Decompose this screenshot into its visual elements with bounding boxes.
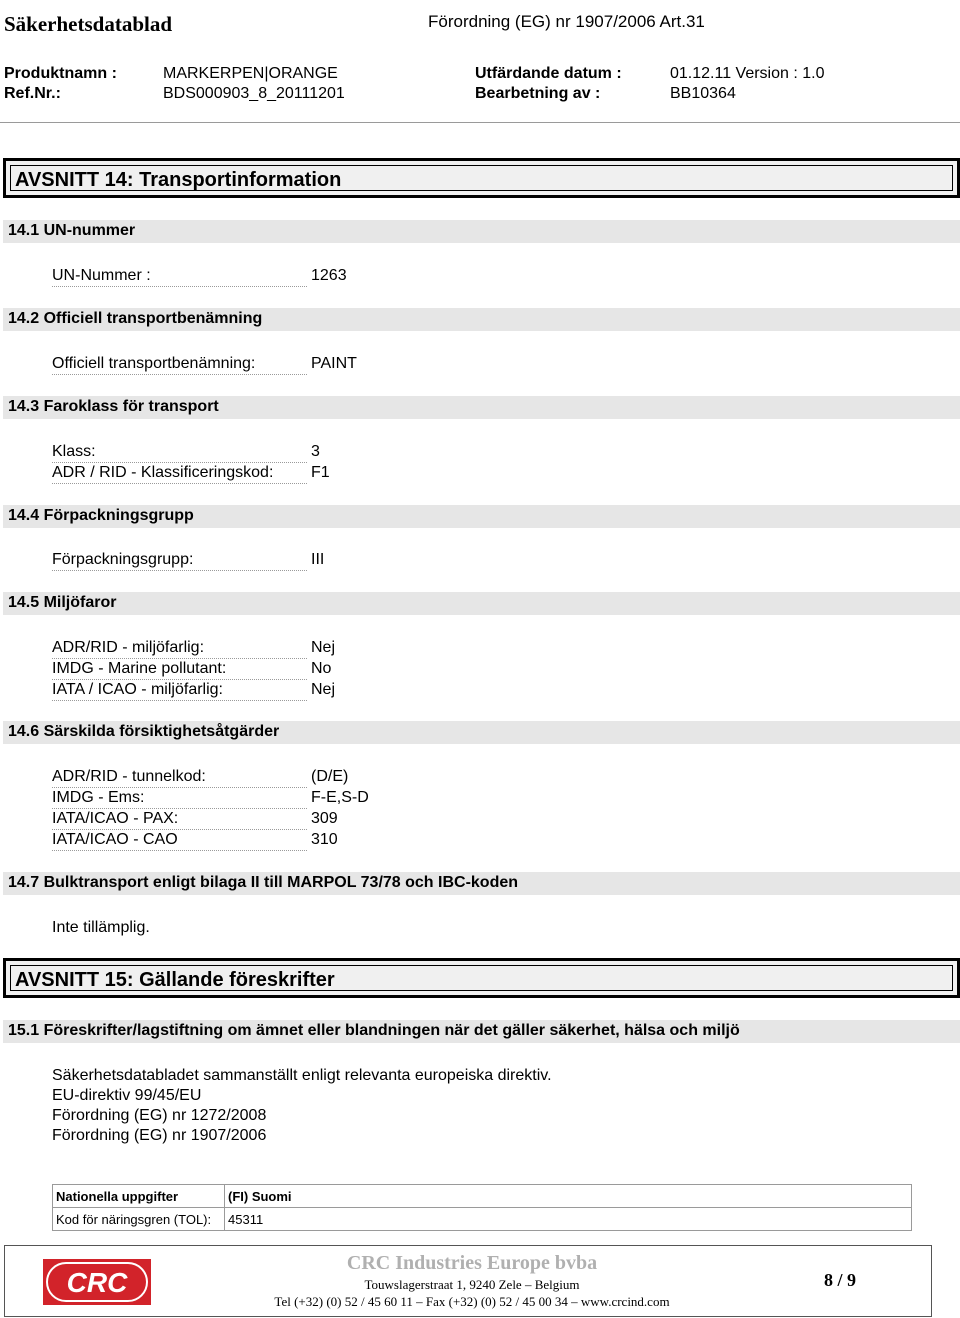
regulation-line: Säkerhetsdatabladet sammanställt enligt relevanta europeiska direktiv.	[52, 1067, 552, 1084]
regulation-line: Förordning (EG) nr 1907/2006	[52, 1127, 267, 1144]
adr-environmental-label: ADR/RID - miljöfarlig:	[52, 638, 307, 659]
crc-logo-graphic	[43, 1259, 151, 1305]
iata-environmental-label: IATA / ICAO - miljöfarlig:	[52, 680, 307, 701]
company-contact: Tel (+32) (0) 52 / 45 60 11 – Fax (+32) (0) 52 / 45 00 34 – www.crcind.com	[274, 1294, 670, 1309]
adr-environmental-value: Nej	[311, 639, 336, 656]
un-number-value: 1263	[311, 267, 347, 284]
company-name: CRC Industries Europe bvba	[346, 1252, 598, 1274]
header-divider	[0, 122, 960, 123]
company-address: Touwslagerstraat 1, 9240 Zele – Belgium	[364, 1277, 580, 1292]
footer	[4, 1245, 932, 1317]
iata-environmental-value: Nej	[311, 681, 336, 698]
tunnel-code-label: ADR/RID - tunnelkod:	[52, 767, 307, 788]
packing-group-label: Förpackningsgrupp:	[52, 550, 307, 571]
section-14-title: AVSNITT 14: Transportinformation	[15, 169, 342, 191]
shipping-name-label: Officiell transportbenämning:	[52, 354, 307, 375]
shipping-name-value: PAINT	[311, 355, 357, 372]
section-14-inner	[10, 165, 953, 191]
subsection-14-5-title: 14.5 Miljöfaror	[8, 594, 117, 611]
iata-cao-label: IATA/ICAO - CAO	[52, 830, 307, 851]
regulation-reference: Förordning (EG) nr 1907/2006 Art.31	[428, 12, 705, 31]
iata-pax-value: 309	[311, 810, 338, 827]
regulation-line: Förordning (EG) nr 1272/2008	[52, 1107, 267, 1124]
section-14-header	[3, 158, 960, 198]
table-cell: Kod för näringsgren (TOL):	[53, 1208, 225, 1231]
subsection-14-2-title: 14.2 Officiell transportbenämning	[8, 310, 263, 327]
section-15-inner	[10, 965, 953, 991]
national-info-table	[52, 1184, 912, 1231]
class-label: Klass:	[52, 442, 307, 463]
crc-logo	[43, 1259, 151, 1305]
bulk-transport-text: Inte tillämplig.	[52, 919, 150, 936]
subsection-15-1-title: 15.1 Föreskrifter/lagstiftning om ämnet eller blandningen när det gäller säkerhet, hälsa och miljö	[8, 1022, 740, 1039]
ems-value: F-E,S-D	[311, 789, 369, 806]
iata-pax-label: IATA/ICAO - PAX:	[52, 809, 307, 830]
iata-cao-value: 310	[311, 831, 338, 848]
subsection-14-5-bar	[3, 592, 960, 615]
un-number-label: UN-Nummer :	[52, 266, 307, 287]
table-cell: Nationella uppgifter	[53, 1185, 225, 1208]
table-row	[53, 1208, 912, 1231]
edited-by-label: Bearbetning av :	[475, 85, 601, 102]
issue-date-value: 01.12.11 Version : 1.0	[670, 65, 825, 82]
classification-code-label: ADR / RID - Klassificeringskod:	[52, 463, 307, 484]
packing-group-value: III	[311, 551, 325, 568]
subsection-14-1-bar	[3, 220, 960, 243]
regulation-line: EU-direktiv 99/45/EU	[52, 1087, 202, 1104]
tunnel-code-value: (D/E)	[311, 768, 349, 785]
table-cell: (FI) Suomi	[225, 1185, 912, 1208]
subsection-14-3-title: 14.3 Faroklass för transport	[8, 398, 219, 415]
subsection-14-4-title: 14.4 Förpackningsgrupp	[8, 507, 194, 524]
table-row	[53, 1185, 912, 1208]
subsection-14-1-title: 14.1 UN-nummer	[8, 222, 136, 239]
subsection-14-7-bar	[3, 872, 960, 895]
section-15-title: AVSNITT 15: Gällande föreskrifter	[15, 969, 335, 991]
edited-by-value: BB10364	[670, 85, 736, 102]
subsection-14-7-title: 14.7 Bulktransport enligt bilaga II till MARPOL 73/78 och IBC-koden	[8, 874, 519, 891]
issue-date-label: Utfärdande datum :	[475, 65, 622, 82]
subsection-15-1-bar	[3, 1020, 960, 1043]
marine-pollutant-label: IMDG - Marine pollutant:	[52, 659, 307, 680]
product-name-value: MARKERPEN|ORANGE	[163, 65, 338, 82]
classification-code-value: F1	[311, 464, 330, 481]
section-15-header	[3, 958, 960, 998]
marine-pollutant-value: No	[311, 660, 332, 677]
ref-value: BDS000903_8_20111201	[163, 85, 345, 102]
product-name-label: Produktnamn :	[4, 65, 117, 82]
document-title: Säkerhetsdatablad	[4, 12, 173, 36]
subsection-14-6-title: 14.6 Särskilda försiktighetsåtgärder	[8, 723, 280, 740]
page-number: 8 / 9	[823, 1270, 856, 1290]
logo-text: CRC	[66, 1267, 128, 1298]
table-cell: 45311	[225, 1208, 912, 1231]
ref-label: Ref.Nr.:	[4, 85, 61, 102]
subsection-14-6-bar	[3, 721, 960, 744]
subsection-14-3-bar	[3, 396, 960, 419]
ems-label: IMDG - Ems:	[52, 788, 307, 809]
class-value: 3	[311, 443, 320, 460]
subsection-14-2-bar	[3, 308, 960, 331]
subsection-14-4-bar	[3, 505, 960, 528]
